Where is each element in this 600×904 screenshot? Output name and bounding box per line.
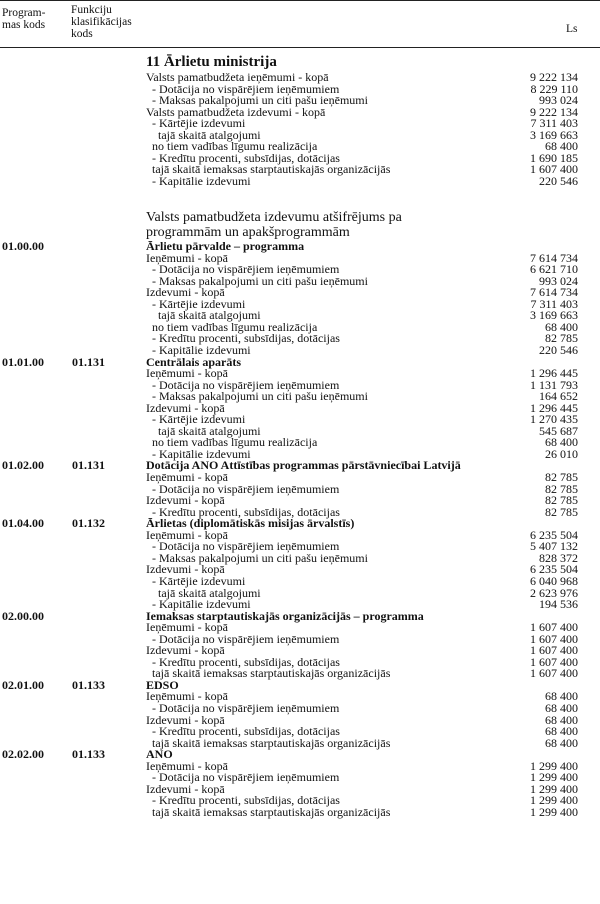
row-label: - Dotācija no vispārējiem ieņēmumiem xyxy=(152,631,340,646)
row-label: tajā skaitā atalgojumi xyxy=(158,585,261,600)
row-value: 1 607 400 xyxy=(530,631,578,646)
row-label: - Kredītu procenti, subsīdijas, dotācijas xyxy=(152,654,340,669)
header-program-code: Program- mas kods xyxy=(2,7,46,31)
row-label: Ieņēmumi - kopā xyxy=(146,527,228,542)
row-label: - Kredītu procenti, subsīdijas, dotācijas xyxy=(152,724,340,739)
row-label: tajā skaitā atalgojumi xyxy=(158,127,261,142)
row-label: - Dotācija no vispārējiem ieņēmumiem xyxy=(152,377,340,392)
row-value: 82 785 xyxy=(545,493,578,508)
row-value: 220 546 xyxy=(539,173,578,188)
row-label: Ieņēmumi - kopā xyxy=(146,689,228,704)
row-value: 68 400 xyxy=(545,735,578,750)
row-label: Izdevumi - kopā xyxy=(146,712,225,727)
program-title: Centrālais aparāts xyxy=(146,354,241,369)
program-title: Ārlietu pārvalde – programma xyxy=(146,239,305,253)
program-title: EDSO xyxy=(146,677,179,692)
program-code: 01.04.00 xyxy=(2,516,44,531)
ministry-title: 11 Ārlietu ministrija xyxy=(146,54,277,70)
row-label: - Kārtējie izdevumi xyxy=(152,573,246,588)
table-row xyxy=(0,806,600,819)
row-value: 194 536 xyxy=(539,597,578,612)
program-code: 02.02.00 xyxy=(2,747,44,762)
row-label: tajā skaitā iemaksas starptautiskajās organizācijās xyxy=(152,804,391,819)
row-value: 68 400 xyxy=(545,724,578,739)
row-label: Ieņēmumi - kopā xyxy=(146,620,228,635)
program-code: 01.01.00 xyxy=(2,354,44,369)
row-value: 164 652 xyxy=(539,389,578,404)
row-label: Ieņēmumi - kopā xyxy=(146,758,228,773)
row-value: 6 235 504 xyxy=(530,562,578,577)
row-label: - Dotācija no vispārējiem ieņēmumiem xyxy=(152,701,340,715)
program-title: Dotācija ANO Attīstības programmas pārstāvniecībai Latvijā xyxy=(146,458,461,473)
row-value: 1 607 400 xyxy=(530,666,578,681)
row-label: Valsts pamatbudžeta izdevumi - kopā xyxy=(146,104,326,119)
header-currency: Ls xyxy=(566,23,578,35)
function-code: 01.131 xyxy=(72,458,105,473)
row-value: 82 785 xyxy=(545,331,578,346)
row-label: - Dotācija no vispārējiem ieņēmumiem xyxy=(152,262,340,277)
row-value: 82 785 xyxy=(545,504,578,519)
row-value: 1 607 400 xyxy=(530,162,578,177)
header-function-code: Funkciju klasifikācijas kods xyxy=(71,4,132,40)
program-code: 01.02.00 xyxy=(2,458,44,473)
row-value: 1 299 400 xyxy=(530,758,578,773)
row-value: 9 222 134 xyxy=(530,70,578,84)
row-label: Izdevumi - kopā xyxy=(146,643,225,658)
row-label: - Kapitālie izdevumi xyxy=(152,446,251,461)
row-label: - Kārtējie izdevumi xyxy=(152,412,246,427)
row-label: - Maksas pakalpojumi un citi pašu ieņēmumi xyxy=(152,273,368,288)
row-value: 82 785 xyxy=(545,481,578,496)
row-label: - Maksas pakalpojumi un citi pašu ieņēmumi xyxy=(152,93,368,108)
row-label: - Kredītu procenti, subsīdijas, dotācijas xyxy=(152,150,340,165)
row-label: Izdevumi - kopā xyxy=(146,562,225,577)
row-value: 1 607 400 xyxy=(530,643,578,658)
row-value: 7 311 403 xyxy=(530,116,578,131)
row-value: 1 299 400 xyxy=(530,793,578,808)
row-label: - Kredītu procenti, subsīdijas, dotācijas xyxy=(152,504,340,519)
row-label: Ieņēmumi - kopā xyxy=(146,366,228,381)
row-label: no tiem vadības līgumu realizācija xyxy=(152,139,318,154)
row-value: 8 229 110 xyxy=(530,81,578,96)
row-value: 2 623 976 xyxy=(530,585,578,600)
program-title: ANO xyxy=(146,747,173,762)
program-code: 02.00.00 xyxy=(2,608,44,623)
row-value: 6 040 968 xyxy=(530,573,578,588)
row-value: 3 169 663 xyxy=(530,308,578,323)
row-value: 1 607 400 xyxy=(530,654,578,669)
row-label: - Dotācija no vispārējiem ieņēmumiem xyxy=(152,81,340,96)
row-value: 26 010 xyxy=(545,446,578,461)
row-label: - Kredītu procenti, subsīdijas, dotācijas xyxy=(152,331,340,346)
row-label: Izdevumi - kopā xyxy=(146,781,225,796)
row-value: 9 222 134 xyxy=(530,104,578,119)
row-label: - Maksas pakalpojumi un citi pašu ieņēmumi xyxy=(152,389,368,404)
table-row xyxy=(0,175,600,188)
row-value: 7 614 734 xyxy=(530,250,578,265)
row-value: 68 400 xyxy=(545,435,578,450)
program-title: Ārlietas (diplomātiskās misijas ārvalstīs) xyxy=(146,516,355,531)
row-value: 68 400 xyxy=(545,689,578,704)
row-value: 6 235 504 xyxy=(530,527,578,542)
row-value: 82 785 xyxy=(545,470,578,484)
row-value: 993 024 xyxy=(539,93,578,108)
row-value: 3 169 663 xyxy=(530,127,578,142)
row-label: Ieņēmumi - kopā xyxy=(146,250,228,265)
row-label: Izdevumi - kopā xyxy=(146,285,225,300)
row-value: 545 687 xyxy=(539,423,578,438)
row-label: no tiem vadības līgumu realizācija xyxy=(152,435,318,450)
row-label: - Maksas pakalpojumi un citi pašu ieņēmumi xyxy=(152,550,368,565)
row-value: 1 299 400 xyxy=(530,804,578,819)
row-value: 1 299 400 xyxy=(530,781,578,796)
row-value: 220 546 xyxy=(539,342,578,357)
row-label: - Kapitālie izdevumi xyxy=(152,597,251,612)
row-value: 7 614 734 xyxy=(530,285,578,300)
row-label: Izdevumi - kopā xyxy=(146,493,225,508)
row-value: 68 400 xyxy=(545,701,578,715)
program-code: 01.00.00 xyxy=(2,239,44,253)
function-code: 01.133 xyxy=(72,677,105,692)
row-value: 7 311 403 xyxy=(530,296,578,311)
row-label: Ieņēmumi - kopā xyxy=(146,470,228,484)
function-code: 01.132 xyxy=(72,516,105,531)
row-value: 1 690 185 xyxy=(530,150,578,165)
row-label: - Kārtējie izdevumi xyxy=(152,116,246,131)
row-label: - Kapitālie izdevumi xyxy=(152,173,251,188)
row-label: - Dotācija no vispārējiem ieņēmumiem xyxy=(152,539,340,554)
section-subtitle: Valsts pamatbudžeta izdevumu atšifrējums pa programmām un apakšprogrammām xyxy=(146,210,402,240)
table-header xyxy=(0,0,600,48)
row-label: tajā skaitā iemaksas starptautiskajās organizācijās xyxy=(152,666,391,681)
function-code: 01.133 xyxy=(72,747,105,762)
row-value: 1 270 435 xyxy=(530,412,578,427)
program-title: Iemaksas starptautiskajās organizācijās – programma xyxy=(146,608,424,623)
row-label: Izdevumi - kopā xyxy=(146,400,225,415)
row-label: tajā skaitā atalgojumi xyxy=(158,423,261,438)
row-label: - Dotācija no vispārējiem ieņēmumiem xyxy=(152,770,340,785)
row-label: tajā skaitā iemaksas starptautiskajās organizācijās xyxy=(152,735,391,750)
row-label: Valsts pamatbudžeta ieņēmumi - kopā xyxy=(146,70,329,84)
row-value: 828 372 xyxy=(539,550,578,565)
row-value: 993 024 xyxy=(539,273,578,288)
row-value: 68 400 xyxy=(545,712,578,727)
row-label: - Dotācija no vispārējiem ieņēmumiem xyxy=(152,481,340,496)
row-value: 68 400 xyxy=(545,319,578,334)
function-code: 01.131 xyxy=(72,354,105,369)
row-label: no tiem vadības līgumu realizācija xyxy=(152,319,318,334)
row-value: 6 621 710 xyxy=(530,262,578,277)
row-value: 1 296 445 xyxy=(530,366,578,381)
row-label: tajā skaitā iemaksas starptautiskajās organizācijās xyxy=(152,162,391,177)
row-value: 1 296 445 xyxy=(530,400,578,415)
row-value: 5 407 132 xyxy=(530,539,578,554)
row-label: - Kapitālie izdevumi xyxy=(152,342,251,357)
row-label: tajā skaitā atalgojumi xyxy=(158,308,261,323)
row-value: 1 299 400 xyxy=(530,770,578,785)
row-value: 1 131 793 xyxy=(530,377,578,392)
row-value: 1 607 400 xyxy=(530,620,578,635)
row-label: - Kārtējie izdevumi xyxy=(152,296,246,311)
row-label: - Kredītu procenti, subsīdijas, dotācijas xyxy=(152,793,340,808)
program-code: 02.01.00 xyxy=(2,677,44,692)
row-value: 68 400 xyxy=(545,139,578,154)
